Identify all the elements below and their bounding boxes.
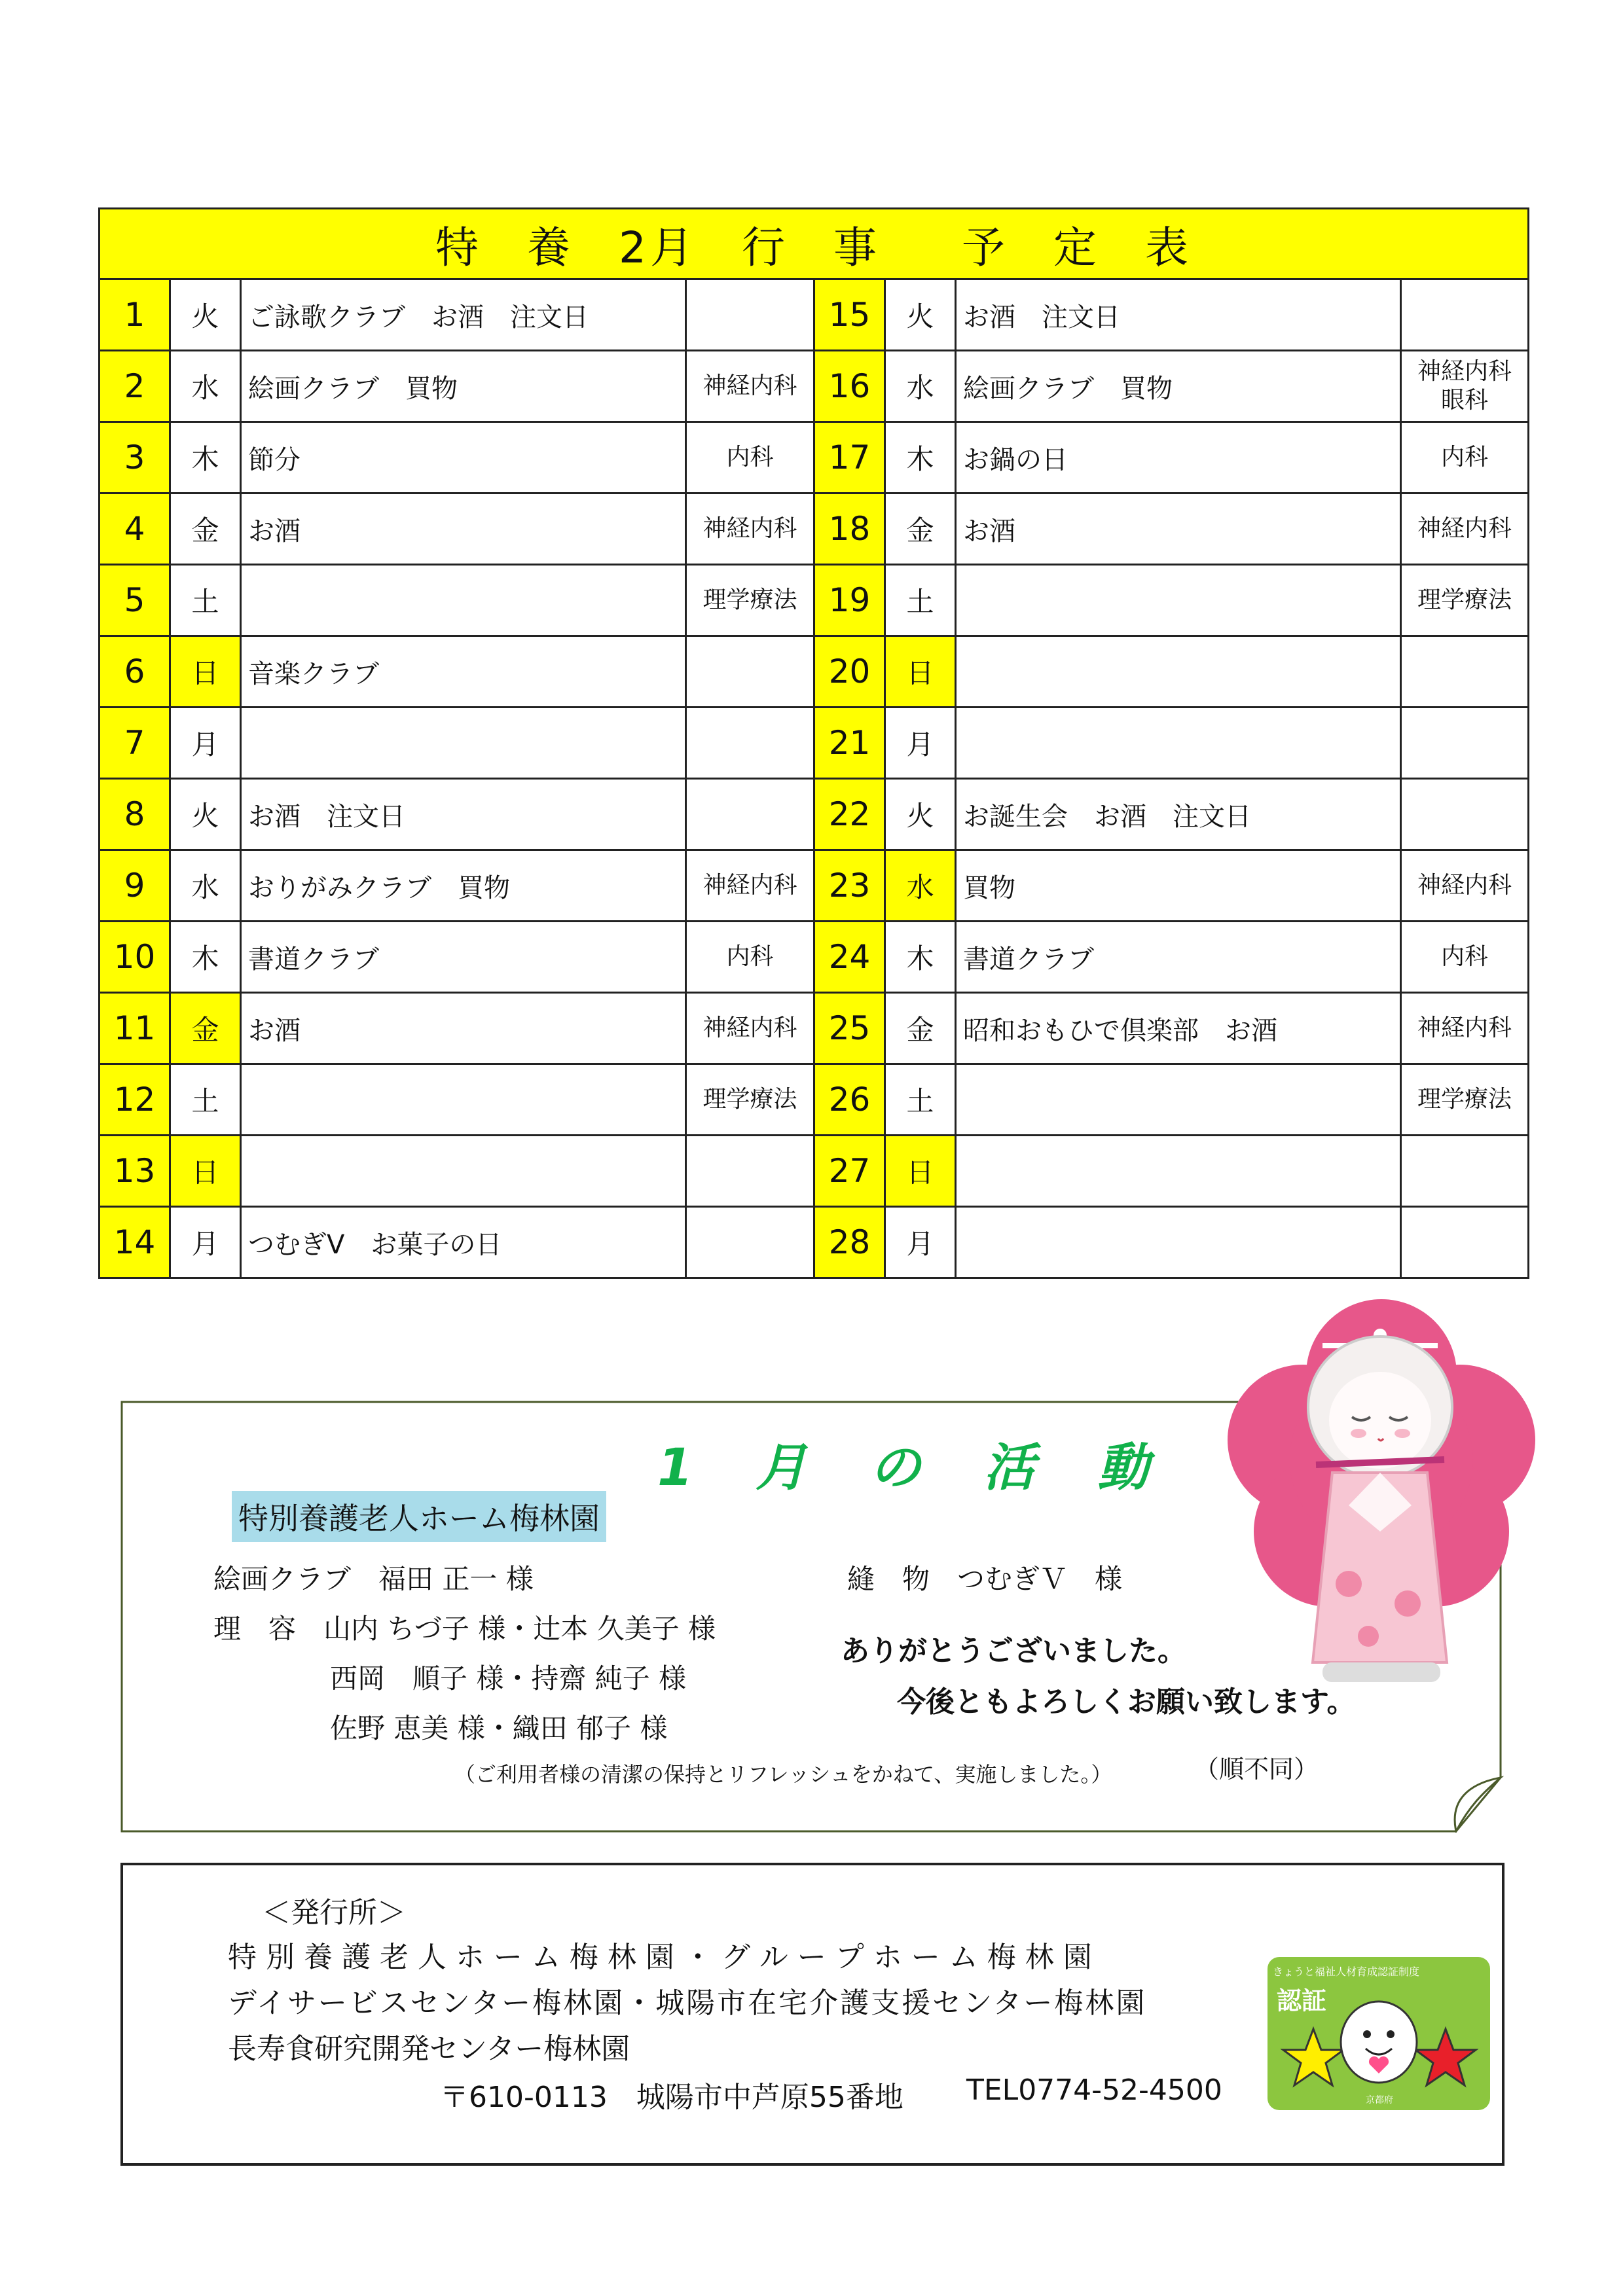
clinic: [686, 636, 814, 708]
clinic: [1401, 779, 1529, 850]
event: [956, 1207, 1401, 1278]
weekday: 月: [170, 1207, 241, 1278]
day-number: 27: [814, 1136, 885, 1207]
title-segment: 定: [1053, 223, 1101, 273]
clinic: [1401, 279, 1529, 351]
day-number: 3: [100, 422, 170, 493]
weekday: 金: [170, 493, 241, 565]
schedule-title: [100, 209, 1529, 279]
clinic: [686, 922, 814, 993]
weekday: 火: [170, 279, 241, 351]
badge-illustration: [1267, 1957, 1490, 2110]
title-segment: 事: [833, 223, 881, 273]
activity-line-1: 絵画クラブ 福田 正一 様: [213, 1563, 534, 1595]
schedule-title-text: [100, 213, 1527, 275]
activities-title-char: 動: [1097, 1439, 1152, 1498]
title-segment: 予: [962, 223, 1009, 273]
schedule-row: [100, 565, 1529, 636]
schedule-row: [100, 279, 1529, 351]
weekday: 水: [885, 351, 956, 422]
clinic: [1401, 1136, 1529, 1207]
badge-main-text: 認証: [1277, 1986, 1327, 2015]
activities-title-char: 活: [983, 1439, 1038, 1498]
day-number: 5: [100, 565, 170, 636]
activity-line-3: 西岡 順子 様・持齋 純子 様: [330, 1662, 687, 1695]
clinic-line: 理学療法: [1417, 1086, 1512, 1113]
clinic: [1401, 708, 1529, 779]
order-note: （順不同）: [1194, 1755, 1319, 1784]
publisher-line-3: 長寿食研究開発センター梅林園: [228, 2032, 630, 2066]
weekday: 木: [170, 922, 241, 993]
weekday: 水: [170, 850, 241, 922]
title-segment: 表: [1145, 223, 1192, 273]
day-number: 16: [814, 351, 885, 422]
schedule-row: [100, 636, 1529, 708]
day-number: 2: [100, 351, 170, 422]
clinic: [1401, 1207, 1529, 1278]
weekday: 金: [885, 993, 956, 1064]
weekday: 木: [885, 422, 956, 493]
event: 音楽クラブ: [241, 636, 686, 708]
event: お酒: [241, 993, 686, 1064]
badge-org-text: 京都府: [1366, 2095, 1393, 2106]
event: [956, 708, 1401, 779]
day-number: 8: [100, 779, 170, 850]
clinic: [686, 1064, 814, 1136]
event: お鍋の日: [956, 422, 1401, 493]
weekday: 水: [170, 351, 241, 422]
day-number: 25: [814, 993, 885, 1064]
day-number: 9: [100, 850, 170, 922]
weekday: 月: [170, 708, 241, 779]
weekday: 月: [885, 1207, 956, 1278]
weekday: 日: [170, 636, 241, 708]
clinic: [686, 493, 814, 565]
weekday: 火: [170, 779, 241, 850]
event: お酒 注文日: [956, 279, 1401, 351]
schedule-row: [100, 708, 1529, 779]
day-number: 14: [100, 1207, 170, 1278]
doll-illustration: [1218, 1296, 1545, 1702]
weekday: 木: [885, 922, 956, 993]
schedule-row: [100, 1136, 1529, 1207]
event: [241, 1136, 686, 1207]
event: 絵画クラブ 買物: [241, 351, 686, 422]
clinic: [686, 1207, 814, 1278]
clinic: [686, 708, 814, 779]
clinic-line: 内科: [1440, 444, 1488, 471]
day-number: 6: [100, 636, 170, 708]
publisher-line-1: 特 別 養 護 老 人 ホ ー ム 梅 林 園 ・ グ ル ー プ ホ ー ム 梅 林 園: [228, 1941, 1092, 1974]
clinic: [1401, 565, 1529, 636]
doll-icon: [1308, 1327, 1452, 1682]
clinic-line: 眼科: [1440, 387, 1488, 414]
publisher-address: 〒610-0113 城陽市中芦原55番地: [440, 2081, 903, 2114]
clinic: [686, 850, 814, 922]
day-number: 10: [100, 922, 170, 993]
weekday: 木: [170, 422, 241, 493]
title-segment: 特: [435, 223, 483, 273]
activity-line-2: 理 容 山内 ちづ子 様・辻本 久美子 様: [213, 1613, 716, 1645]
clinic-line: 内科: [726, 943, 774, 970]
event: 絵画クラブ 買物: [956, 351, 1401, 422]
weekday: 土: [170, 1064, 241, 1136]
day-number: 1: [100, 279, 170, 351]
clinic: [686, 779, 814, 850]
day-number: 28: [814, 1207, 885, 1278]
day-number: 15: [814, 279, 885, 351]
schedule-row: [100, 1064, 1529, 1136]
thanks-line-2: 今後ともよろしくお願い致します。: [897, 1685, 1356, 1719]
schedule-row: [100, 493, 1529, 565]
day-number: 11: [100, 993, 170, 1064]
clinic: [686, 565, 814, 636]
clinic-line: 理学療法: [702, 586, 797, 613]
clinic-line: 理学療法: [1417, 586, 1512, 613]
event: 節分: [241, 422, 686, 493]
event: [241, 708, 686, 779]
schedule-row: [100, 422, 1529, 493]
event: [241, 1064, 686, 1136]
weekday: 火: [885, 279, 956, 351]
weekday: 金: [170, 993, 241, 1064]
title-segment: 養: [527, 223, 574, 273]
certification-badge: [1267, 1957, 1490, 2110]
clinic-line: 神経内科: [702, 1014, 797, 1041]
publisher-tel: TEL0774-52-4500: [966, 2073, 1222, 2107]
weekday: 日: [885, 1136, 956, 1207]
event: お酒: [956, 493, 1401, 565]
event: お酒 注文日: [241, 779, 686, 850]
clinic: [1401, 351, 1529, 422]
day-number: 24: [814, 922, 885, 993]
clinic: [686, 993, 814, 1064]
event: 書道クラブ: [241, 922, 686, 993]
yellow-star-icon: [1283, 2029, 1343, 2085]
schedule-row: [100, 351, 1529, 422]
clinic: [686, 422, 814, 493]
schedule-row: [100, 1207, 1529, 1278]
clinic: [1401, 636, 1529, 708]
clinic: [686, 351, 814, 422]
title-segment: 2月: [619, 223, 697, 273]
clinic-line: 神経内科: [1417, 515, 1512, 542]
weekday: 土: [885, 1064, 956, 1136]
schedule-row: [100, 850, 1529, 922]
event: つむぎV お菓子の日: [241, 1207, 686, 1278]
schedule-table: [98, 207, 1529, 1279]
day-number: 23: [814, 850, 885, 922]
clinic-line: 内科: [726, 444, 774, 471]
clinic-line: 神経内科: [702, 515, 797, 542]
day-number: 26: [814, 1064, 885, 1136]
weekday: 水: [885, 850, 956, 922]
weekday: 金: [885, 493, 956, 565]
clinic-line: 内科: [1440, 943, 1488, 970]
clinic: [1401, 493, 1529, 565]
event: おりがみクラブ 買物: [241, 850, 686, 922]
event: [241, 565, 686, 636]
clinic: [1401, 422, 1529, 493]
clinic-line: 神経内科: [1417, 1014, 1512, 1041]
event: 書道クラブ: [956, 922, 1401, 993]
clinic-line: 理学療法: [702, 1086, 797, 1113]
event: [956, 636, 1401, 708]
activity-note: （ご利用者様の清潔の保持とリフレッシュをかねて、実施しました。）: [454, 1762, 1112, 1787]
day-number: 17: [814, 422, 885, 493]
day-number: 13: [100, 1136, 170, 1207]
event: 買物: [956, 850, 1401, 922]
title-segment: 行: [742, 223, 789, 273]
thanks-line-1: ありがとうございました。: [841, 1634, 1186, 1668]
schedule-row: [100, 779, 1529, 850]
weekday: 火: [885, 779, 956, 850]
event: ご詠歌クラブ お酒 注文日: [241, 279, 686, 351]
event: お誕生会 お酒 注文日: [956, 779, 1401, 850]
event: 昭和おもひで倶楽部 お酒: [956, 993, 1401, 1064]
weekday: 土: [885, 565, 956, 636]
red-star-icon: [1415, 2029, 1476, 2085]
day-number: 22: [814, 779, 885, 850]
event: [956, 1064, 1401, 1136]
day-number: 20: [814, 636, 885, 708]
schedule-row: [100, 922, 1529, 993]
clinic: [686, 279, 814, 351]
activities-title-char: の: [869, 1439, 924, 1498]
clinic: [686, 1136, 814, 1207]
activities-title-char: 1: [657, 1439, 696, 1498]
clinic: [1401, 1064, 1529, 1136]
day-number: 19: [814, 565, 885, 636]
weekday: 日: [170, 1136, 241, 1207]
activity-line-4: 佐野 恵美 様・織田 郁子 様: [330, 1712, 668, 1744]
schedule-row: [100, 993, 1529, 1064]
day-number: 7: [100, 708, 170, 779]
weekday: 土: [170, 565, 241, 636]
publisher-box: [120, 1863, 1504, 2166]
event: [956, 565, 1401, 636]
clinic-line: 神経内科: [702, 872, 797, 899]
day-number: 4: [100, 493, 170, 565]
activity-sewing: 縫 物 つむぎＶ 様: [847, 1563, 1123, 1595]
day-number: 21: [814, 708, 885, 779]
clinic: [1401, 993, 1529, 1064]
clinic-line: 神経内科: [1417, 872, 1512, 899]
weekday: 月: [885, 708, 956, 779]
activities-title-char: 月: [756, 1439, 810, 1498]
publisher-heading: ＜発行所＞: [262, 1896, 406, 1929]
clinic-line: 神経内科: [702, 372, 797, 399]
event: [956, 1136, 1401, 1207]
day-number: 12: [100, 1064, 170, 1136]
clinic: [1401, 850, 1529, 922]
weekday: 日: [885, 636, 956, 708]
clinic: [1401, 922, 1529, 993]
badge-top-text: きょうと福祉人材育成認証制度: [1273, 1965, 1420, 1978]
event: お酒: [241, 493, 686, 565]
day-number: 18: [814, 493, 885, 565]
activities-title: [657, 1427, 1211, 1500]
publisher-line-2: デイサービスセンター梅林園・城陽市在宅介護支援センター梅林園: [228, 1986, 1147, 2020]
clinic-line: 神経内科: [1417, 358, 1512, 385]
facility-label: 特別養護老人ホーム梅林園: [232, 1491, 606, 1542]
